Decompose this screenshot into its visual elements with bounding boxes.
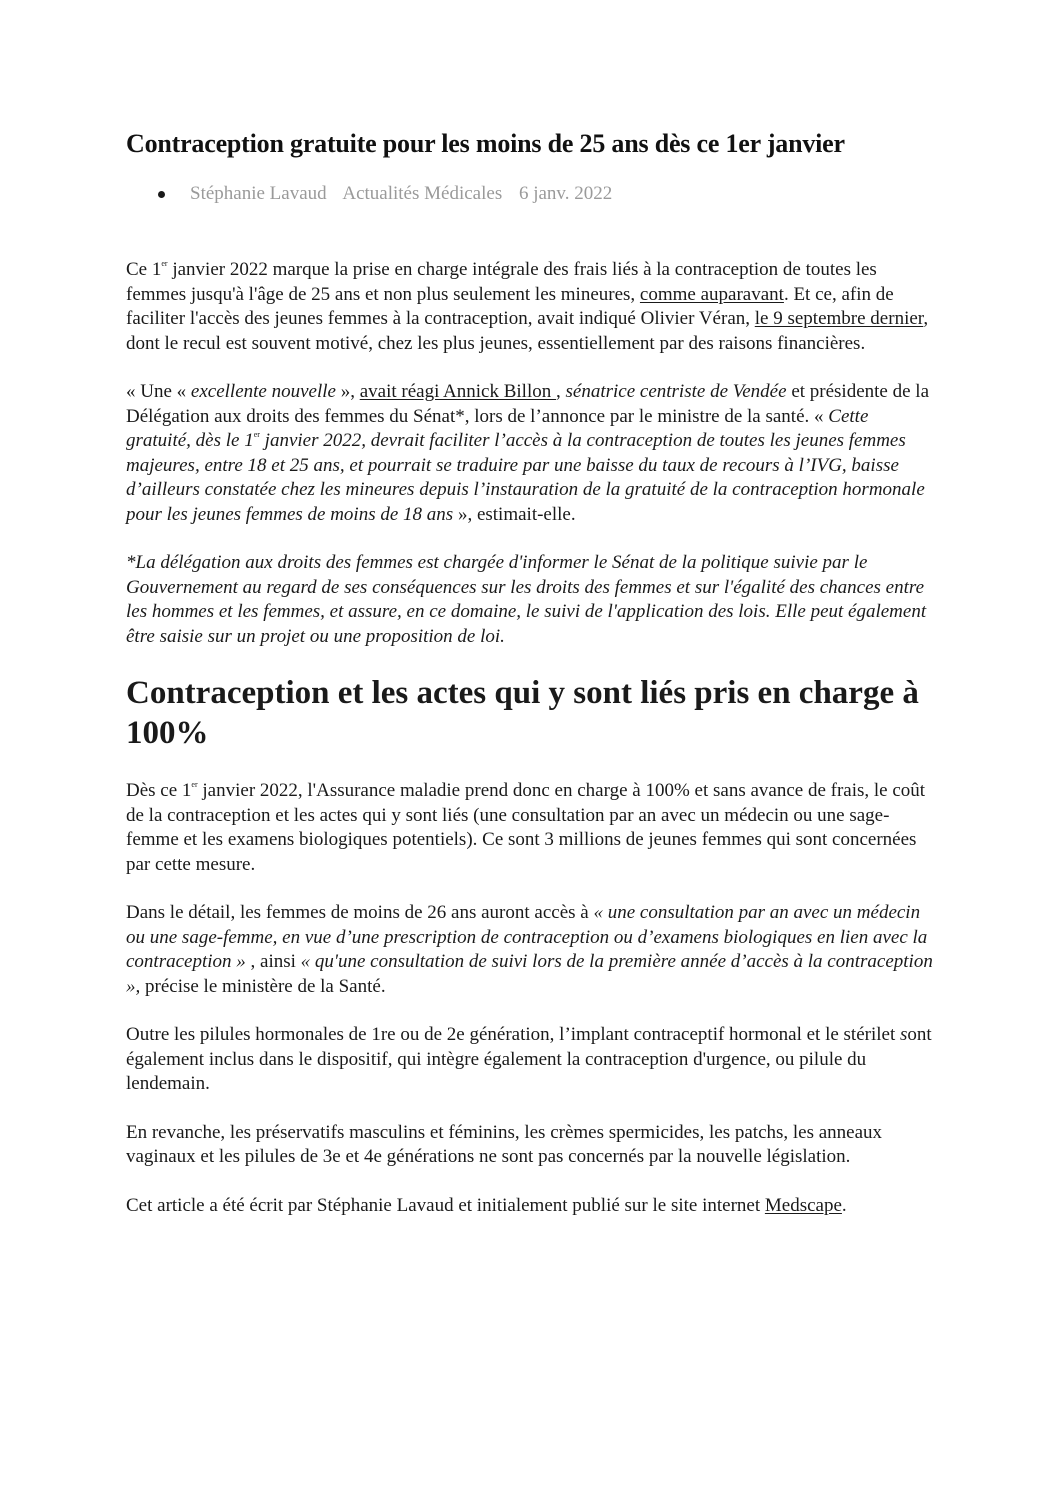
text: , ainsi <box>245 951 301 972</box>
link-medscape[interactable]: Medscape <box>764 1194 842 1216</box>
italic-text: sénatrice centriste de Vendée <box>565 381 787 402</box>
text: . Et ce, afin de faciliter l'accès des jeunes femmes à la contraception, avait indiqué Olivier Véran, <box>126 283 894 329</box>
ordinal-suffix: er <box>191 780 198 789</box>
italic-text: janvier 2022, devrait faciliter l’accès à la contraception de toutes les jeunes femmes majeures, entre 18 et 25 ans, et pourrait se traduire par une baisse du taux de recours à l’IVG, baisse d’ailleurs constatée chez les mineures depuis l’instauration de la gratuité de la contraception hormonale pour les jeunes femmes de moins de 18 ans <box>126 430 925 525</box>
italic-text: *La délégation aux droits des femmes est chargée d'informer le Sénat de la politique suivie par le Gouvernement au regard de ses conséquences sur les droits des femmes et sur l'égalité des chances entre les hommes et les femmes, et assure, en ce domaine, le suivi de l'application des lois. Elle peut également être saisie sur un projet ou une proposition de loi. <box>126 552 927 647</box>
text: , <box>556 381 566 402</box>
text: ont également inclus dans le dispositif, qui intègre également la contraception d'urgence, ou pilule du lendemain. <box>126 1024 932 1094</box>
article-title: Contraception gratuite pour les moins de 25 ans dès ce 1er janvier <box>126 129 845 158</box>
paragraph-intro <box>126 258 936 356</box>
meta-line <box>126 181 936 207</box>
text: », <box>335 381 360 402</box>
text: Ce 1 <box>126 259 162 280</box>
paragraph-assurance <box>126 779 936 877</box>
text: Outre les pilules hormonales de 1re ou de 2e génération, l’implant contraceptif hormonal et le stérilet <box>126 1024 900 1045</box>
text: Cet article a été écrit par Stéphanie Lavaud et initialement publié sur le site internet <box>126 1194 765 1216</box>
italic-text: s <box>900 1024 908 1045</box>
italic-text: Cette gratuité, dès le 1 <box>126 405 869 451</box>
text: janvier 2022 marque la prise en charge intégrale des frais liés à la contraception de toutes les femmes jusqu'à l'âge de 25 ans et non plus seulement les mineures, <box>126 259 877 305</box>
ordinal-suffix: er <box>253 430 260 439</box>
meta-author: Stéphanie Lavaud <box>190 183 327 204</box>
meta-date: 6 janv. 2022 <box>518 183 613 204</box>
link-9-septembre[interactable]: le 9 septembre dernier <box>754 308 924 329</box>
paragraph-delegation-note <box>126 551 936 649</box>
text: , dont le recul est souvent motivé, chez les plus jeunes, essentiellement par des raisons financières. <box>126 308 929 354</box>
bullet-icon <box>158 191 165 198</box>
text: janvier 2022, l'Assurance maladie prend donc en charge à 100% et sans avance de frais, le coût de la contraception et les actes qui y sont liés (une consultation par an avec un médecin ou une sage-femme et les examens biologiques potentiels). Ce sont 3 millions de jeunes femmes qui sont concernées par cette mesure. <box>126 780 926 875</box>
section-heading: Contraception et les actes qui y sont liés pris en charge à 100% <box>126 675 919 751</box>
text: et présidente de la Délégation aux droits des femmes du Sénat*, lors de l’annonce par le ministre de la santé. « <box>126 381 929 427</box>
paragraph-quote-billon <box>126 380 936 527</box>
paragraph-pilules <box>126 1023 936 1097</box>
link-annick-billon[interactable]: avait réagi Annick Billon <box>359 381 556 402</box>
italic-text: « une consultation par an avec un médecin ou une sage-femme, en vue d’une prescription de contraception ou d’examens biologiques en lien avec la contraception » <box>126 902 928 972</box>
italic-text: excellente nouvelle <box>190 381 336 402</box>
text: précise le ministère de la Santé. <box>140 975 386 997</box>
article-meta <box>126 181 936 239</box>
article <box>126 126 936 1218</box>
ordinal-suffix: er <box>161 259 168 268</box>
italic-text: « qu'une consultation de suivi lors de la première année d’accès à la contraception », <box>126 951 933 997</box>
text: « Une « <box>126 381 191 402</box>
paragraph-detail <box>126 901 936 999</box>
text: Dans le détail, les femmes de moins de 26 ans auront accès à <box>126 902 594 923</box>
paragraph-exclusions: En revanche, les préservatifs masculins et féminins, les crèmes spermicides, les patchs, les anneaux vaginaux et les pilules de 3e et 4e générations ne sont pas concernés par la nouvelle législation. <box>126 1121 883 1167</box>
paragraph-credits <box>126 1194 936 1219</box>
text: . <box>841 1194 847 1216</box>
meta-section: Actualités Médicales <box>342 183 503 204</box>
text: Dès ce 1 <box>126 780 192 801</box>
link-comme-auparavant[interactable]: comme auparavant <box>639 283 784 305</box>
text: », estimait-elle. <box>453 503 576 525</box>
